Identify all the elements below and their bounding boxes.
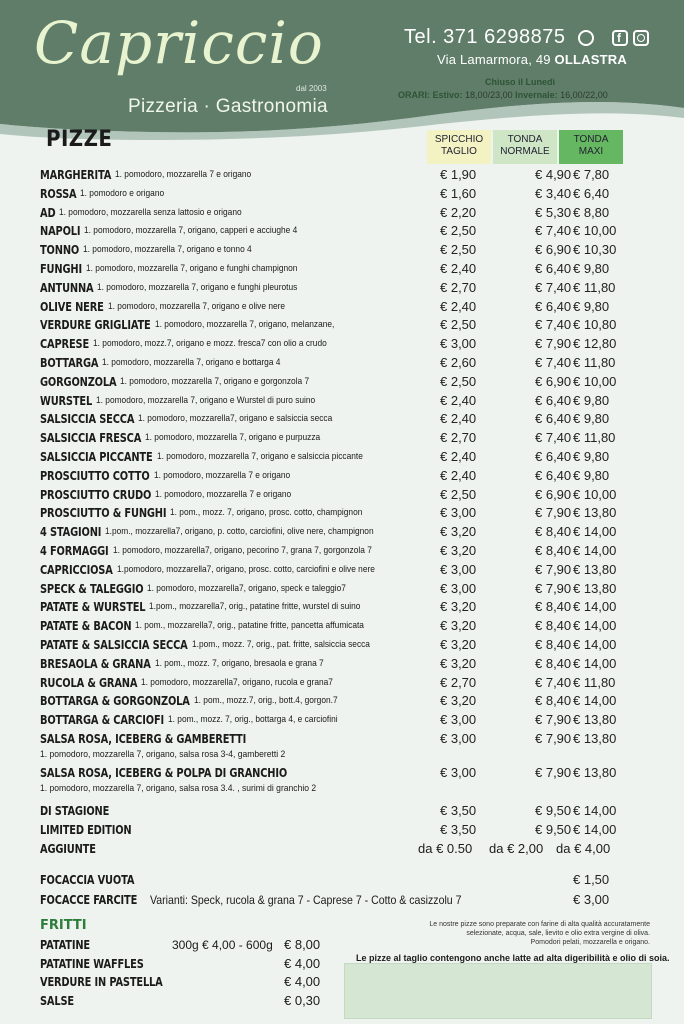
pizza-row: [40, 580, 640, 599]
pizza-name: 4 STAGIONI: [40, 525, 102, 540]
pizza-row: [40, 730, 640, 764]
pizza-description: 1. pom., mozz. 7, orig., bottarga 4, e carciofini: [167, 714, 338, 726]
pizza-description: 1. pomodoro e origano: [80, 187, 165, 199]
price-normale: € 8,40: [535, 618, 572, 634]
pizza-name: TONNO: [40, 243, 80, 258]
price-spicchio: € 2,40: [440, 411, 477, 427]
fritti-name: SALSE: [40, 993, 74, 1008]
price-spicchio: € 3,20: [440, 655, 477, 671]
pizza-name: ANTUNNA: [40, 280, 94, 295]
aggiunte-price: da € 0.50: [418, 840, 473, 856]
pizza-name: PROSCIUTTO COTTO: [40, 468, 150, 483]
pizza-row: [40, 542, 640, 561]
pizza-description: 1. pomodoro, mozzarella 7, origano, melanzane,: [154, 319, 334, 331]
pizza-row: [40, 166, 640, 185]
fritti-sizes: 300g € 4,00 - 600g: [172, 938, 273, 952]
price-maxi: € 9,80: [573, 411, 610, 427]
winter-label: Invernale:: [515, 90, 558, 100]
price-maxi: € 11,80: [573, 279, 616, 295]
header: [0, 0, 684, 140]
price-maxi: € 14,00: [573, 693, 617, 709]
column-tonda-normale: TONDA NORMALE: [493, 130, 557, 164]
pizza-row: [40, 316, 640, 335]
pizza-name: BOTTARGA & GORGONZOLA: [40, 694, 190, 709]
focaccia-name: FOCACCIA VUOTA: [40, 873, 135, 887]
pizza-row: [40, 523, 640, 542]
pizza-name: RUCOLA & GRANA: [40, 675, 138, 690]
pizza-row: [40, 448, 640, 467]
fritti-row: [40, 936, 340, 954]
pizza-name: VERDURE GRIGLIATE: [40, 318, 151, 333]
price-maxi: € 14,00: [573, 802, 617, 818]
price-normale: € 7,90: [535, 764, 572, 780]
address: [437, 52, 627, 67]
fritti-title: FRITTI: [40, 918, 87, 933]
aggiunte-price: da € 4,00: [556, 840, 611, 856]
fritti-name: PATATINE: [40, 938, 90, 952]
price-maxi: € 9,80: [573, 298, 610, 314]
price-maxi: € 9,80: [573, 392, 610, 408]
pizza-description: 1. pomodoro, mozzarella 7, origano, salsa rosa 3-4, gamberetti 2: [40, 748, 286, 760]
pizza-name: SPECK & TALEGGIO: [40, 581, 144, 596]
price-maxi: € 14,00: [573, 821, 617, 837]
pizza-name: OLIVE NERE: [40, 299, 104, 314]
fritti-row: [40, 992, 340, 1010]
price-spicchio: € 3,20: [440, 599, 477, 615]
price-spicchio: € 3,00: [440, 764, 477, 780]
pizza-description: 1. pomodoro, mozzarella7, origano e salsiccia secca: [138, 413, 333, 425]
address-street: Via Lamarmora, 49: [437, 52, 551, 67]
pizze-title: PIZZE: [46, 127, 113, 152]
price-maxi: € 8,80: [573, 204, 610, 220]
price-normale: € 7,90: [535, 580, 572, 596]
pizza-name: GORGONZOLA: [40, 374, 117, 389]
pizza-row: [40, 467, 640, 486]
pizza-description: 1. pomodoro, mozzarella7, origano, pecorino 7, grana 7, gorgonzola 7: [112, 544, 372, 556]
price-spicchio: € 2,70: [440, 430, 477, 446]
price-spicchio: € 3,20: [440, 524, 477, 540]
price-spicchio: € 2,50: [440, 242, 477, 258]
price-maxi: € 14,00: [573, 524, 617, 540]
price-spicchio: € 2,50: [440, 223, 477, 239]
allergen-title: Le pizze al taglio contengono anche latte ad alta digeribilità e olio di soia.: [356, 953, 670, 963]
pizza-name: AD: [40, 205, 56, 220]
price-normale: € 4,90: [535, 167, 572, 182]
pizza-description: 1. pom., mozz.7, orig., bott.4, gorgon.7: [193, 695, 338, 707]
pizza-description: 1. pomodoro, mozz.7, origano e mozz. fresca7 con olio a crudo: [93, 338, 327, 350]
fritti-name: PATATINE WAFFLES: [40, 956, 144, 971]
pizza-row: [40, 335, 640, 354]
price-spicchio: € 3,50: [440, 802, 477, 818]
address-city: OLLASTRA: [554, 52, 627, 67]
price-maxi: € 13,80: [573, 505, 617, 521]
pizza-description: 1. pomodoro, mozzarella senza lattosio e origano: [59, 206, 243, 218]
price-maxi: € 13,80: [573, 764, 617, 780]
pizza-row: [40, 764, 640, 798]
price-maxi: € 11,80: [573, 430, 616, 446]
price-spicchio: € 3,00: [440, 505, 477, 521]
pizza-description: 1. pomodoro, mozzarella7, origano, rucola e grana7: [141, 676, 334, 688]
pizza-row: [40, 655, 640, 674]
note-line: Le nostre pizze sono preparate con farine di alta qualità accuratamente: [429, 921, 650, 928]
pizza-description: 1. pomodoro, mozzarella 7, origano, salsa rosa 3.4. , surimi di granchio 2: [40, 782, 317, 794]
pizza-row: [40, 692, 640, 711]
pizza-description: 1. pom., mozz. 7, origano, bresaola e grana 7: [154, 657, 324, 669]
price-normale: € 8,40: [535, 636, 572, 652]
price-maxi: € 13,80: [573, 712, 617, 728]
subtitle: Pizzeria · Gastronomia: [128, 96, 328, 117]
pizza-description: 1. pomodoro, mozzarella 7, origano e funghi champignon: [85, 262, 298, 274]
special-row: [40, 802, 640, 821]
price-maxi: € 13,80: [573, 561, 617, 577]
price-normale: € 6,40: [535, 448, 572, 464]
phone-number[interactable]: Tel. 371 6298875: [404, 26, 566, 48]
pizza-name: MARGHERITA: [40, 168, 112, 182]
price-maxi: € 13,80: [573, 730, 617, 746]
pizza-name: PATATE & BACON: [40, 619, 132, 634]
focaccia-row: [40, 871, 640, 891]
price-normale: € 8,40: [535, 693, 572, 709]
special-name: LIMITED EDITION: [40, 822, 132, 837]
price-spicchio: € 2,20: [440, 204, 477, 220]
pizza-description: 1. pomodoro, mozzarella 7 e origano: [153, 469, 290, 481]
price-normale: € 7,40: [535, 279, 572, 295]
pizza-name: PROSCIUTTO & FUNGHI: [40, 506, 167, 521]
price-maxi: € 14,00: [573, 542, 617, 558]
price-spicchio: € 1,90: [440, 167, 477, 182]
pizza-name: 4 FORMAGGI: [40, 543, 109, 558]
pizza-name: PATATE & WURSTEL: [40, 600, 146, 615]
fritti-price: € 4,00: [284, 974, 321, 989]
pizza-row: [40, 354, 640, 373]
pizza-description: 1. pomodoro, mozzarella 7, origano e purpuzza: [145, 432, 321, 444]
pizza-description: 1. pomodoro, mozzarella 7, origano e tonno 4: [83, 244, 252, 256]
pizza-description: 1.pom., mozzarella7, orig., patatine fritte, wurstel di suino: [149, 601, 361, 613]
price-spicchio: € 3,20: [440, 636, 477, 652]
closed-day: Chiuso il Lunedì: [485, 77, 555, 87]
price-maxi: € 13,80: [573, 580, 617, 596]
instagram-icon[interactable]: [633, 30, 649, 46]
allergen-table: [344, 963, 652, 1019]
aggiunte-row: [40, 840, 640, 859]
price-normale: € 7,40: [535, 430, 572, 446]
price-normale: € 7,90: [535, 561, 572, 577]
focaccia-description: Varianti: Speck, rucola & grana 7 - Caprese 7 - Cotto & casizzolu 7: [150, 893, 462, 907]
fritti-price: € 4,00: [284, 955, 321, 971]
price-normale: € 5,30: [535, 204, 572, 220]
summer-hours: 18,00/23,00: [465, 90, 513, 100]
price-normale: € 6,40: [535, 392, 572, 408]
pizza-row: [40, 279, 640, 298]
price-spicchio: € 3,50: [440, 821, 477, 837]
pizza-row: [40, 429, 640, 448]
price-normale: € 9,50: [535, 802, 572, 818]
whatsapp-icon[interactable]: [578, 30, 594, 46]
focaccia-price: € 3,00: [573, 892, 610, 907]
price-spicchio: € 2,40: [440, 467, 477, 483]
pizza-row: [40, 410, 640, 429]
aggiunte-name: AGGIUNTE: [40, 841, 96, 856]
price-maxi: € 6,40: [573, 185, 610, 201]
price-normale: € 7,90: [535, 336, 572, 352]
facebook-icon[interactable]: f: [612, 30, 628, 46]
note-line: Pomodori pelati, mozzarella e origano.: [530, 939, 650, 946]
price-normale: € 6,90: [535, 373, 572, 389]
price-normale: € 7,40: [535, 674, 572, 690]
pizza-description: 1.pom., mozz. 7, orig., pat. fritte, salsiccia secca: [191, 638, 370, 650]
note-line: selezionate, acqua, sale, lievito e olio extra vergine di oliva.: [466, 930, 650, 937]
price-spicchio: € 3,00: [440, 561, 477, 577]
price-spicchio: € 2,40: [440, 392, 477, 408]
pizza-row: [40, 204, 640, 223]
fritti-price: € 8,00: [284, 937, 321, 952]
notes: [378, 920, 650, 947]
price-maxi: € 14,00: [573, 636, 617, 652]
price-maxi: € 9,80: [573, 260, 610, 276]
price-spicchio: € 3,00: [440, 336, 477, 352]
pizza-name: PROSCIUTTO CRUDO: [40, 487, 152, 502]
focacce-list: [40, 871, 640, 911]
column-tonda-maxi: TONDA MAXI: [559, 130, 623, 164]
price-maxi: € 14,00: [573, 618, 617, 634]
since-label: dal 2003: [296, 84, 327, 93]
price-normale: € 9,50: [535, 821, 572, 837]
price-normale: € 7,40: [535, 223, 572, 239]
pizza-description: 1. pomodoro, mozzarella 7 e origano: [115, 169, 252, 180]
price-spicchio: € 2,40: [440, 260, 477, 276]
column-spicchio-taglio: SPICCHIO TAGLIO: [427, 130, 491, 164]
pizza-description: 1. pom., mozzarella7, orig., patatine fritte, pancetta affumicata: [135, 620, 365, 632]
price-spicchio: € 3,00: [440, 730, 477, 746]
price-normale: € 7,40: [535, 354, 572, 370]
price-normale: € 6,40: [535, 260, 572, 276]
pizza-name: SALSA ROSA, ICEBERG & POLPA DI GRANCHIO: [40, 765, 288, 780]
opening-hours: [398, 90, 608, 100]
pizza-name: ROSSA: [40, 186, 77, 201]
price-maxi: € 7,80: [573, 167, 610, 182]
price-normale: € 8,40: [535, 524, 572, 540]
pizza-description: 1. pomodoro, mozzarella 7, origano e funghi pleurotus: [97, 281, 298, 293]
pizza-row: [40, 373, 640, 392]
price-maxi: € 10,30: [573, 242, 617, 258]
price-maxi: € 11,80: [573, 674, 616, 690]
pizza-row: [40, 260, 640, 279]
aggiunte-price: da € 2,00: [489, 840, 544, 856]
focaccia-row: [40, 891, 640, 911]
price-spicchio: € 2,50: [440, 373, 477, 389]
fritti-row: [40, 973, 340, 991]
pizza-row: [40, 598, 640, 617]
price-maxi: € 11,80: [573, 354, 616, 370]
price-maxi: € 10,80: [573, 317, 617, 333]
pizza-row: [40, 392, 640, 411]
pizza-row: [40, 222, 640, 241]
pizza-row: [40, 561, 640, 580]
pizza-row: [40, 486, 640, 505]
focaccia-price: € 1,50: [573, 872, 610, 887]
price-spicchio: € 2,50: [440, 317, 477, 333]
pizza-description: 1. pomodoro, mozzarella 7, origano e salsiccia piccante: [156, 450, 363, 462]
price-spicchio: € 3,20: [440, 693, 477, 709]
price-maxi: € 9,80: [573, 448, 610, 464]
price-normale: € 7,90: [535, 712, 572, 728]
price-normale: € 3,40: [535, 185, 572, 201]
pizza-name: PATATE & SALSICCIA SECCA: [40, 637, 188, 652]
price-normale: € 6,40: [535, 467, 572, 483]
pizza-list: [40, 166, 640, 859]
pizza-name: SALSA ROSA, ICEBERG & GAMBERETTI: [40, 731, 247, 746]
price-normale: € 7,40: [535, 317, 572, 333]
pizza-description: 1.pomodoro, mozzarella7, origano, prosc. cotto, carciofini e olive nere: [116, 563, 375, 575]
price-normale: € 6,40: [535, 411, 572, 427]
pizza-name: SALSICCIA PICCANTE: [40, 449, 153, 464]
price-spicchio: € 2,60: [440, 354, 477, 370]
hours-label: ORARI:: [398, 90, 430, 100]
price-maxi: € 10,00: [573, 486, 617, 502]
fritti-row: [40, 955, 340, 973]
pizza-row: [40, 636, 640, 655]
price-maxi: € 14,00: [573, 655, 617, 671]
price-normale: € 8,40: [535, 542, 572, 558]
price-normale: € 6,40: [535, 298, 572, 314]
price-spicchio: € 2,40: [440, 448, 477, 464]
pizza-description: 1. pomodoro, mozzarella 7, origano e Wurstel di puro suino: [96, 394, 316, 406]
pizza-row: [40, 674, 640, 693]
pizza-name: BOTTARGA & CARCIOFI: [40, 713, 164, 728]
pizza-row: [40, 241, 640, 260]
winter-hours: 16,00/22,00: [560, 90, 608, 100]
price-spicchio: € 3,00: [440, 580, 477, 596]
price-spicchio: € 3,20: [440, 618, 477, 634]
price-maxi: € 10,00: [573, 223, 617, 239]
price-normale: € 8,40: [535, 599, 572, 615]
summer-label: Estivo:: [432, 90, 463, 100]
price-normale: € 8,40: [535, 655, 572, 671]
pizza-description: 1.pom., mozzarella7, origano, p. cotto, carciofini, olive nere, champignon: [105, 526, 374, 538]
price-normale: € 7,90: [535, 730, 572, 746]
price-maxi: € 12,80: [573, 336, 617, 352]
pizza-row: [40, 298, 640, 317]
pizza-name: CAPRICCIOSA: [40, 562, 113, 577]
logo: Capriccio: [34, 9, 324, 77]
pizza-row: [40, 617, 640, 636]
price-spicchio: € 2,70: [440, 674, 477, 690]
pizza-row: [40, 185, 640, 204]
pizza-description: 1. pomodoro, mozzarella 7 e origano: [155, 488, 292, 500]
price-maxi: € 14,00: [573, 599, 617, 615]
pizza-description: 1. pomodoro, mozzarella 7, origano, capperi e acciughe 4: [84, 225, 298, 237]
pizza-name: BOTTARGA: [40, 355, 99, 370]
price-spicchio: € 3,00: [440, 712, 477, 728]
price-spicchio: € 1,60: [440, 185, 477, 201]
pizza-row: [40, 711, 640, 730]
pizza-description: 1. pomodoro, mozzarella 7, origano e olive nere: [107, 300, 285, 312]
pizza-description: 1. pomodoro, mozzarella7, origano, speck e taleggio7: [147, 582, 347, 594]
pizza-name: WURSTEL: [40, 393, 93, 408]
fritti-name: VERDURE IN PASTELLA: [40, 975, 163, 989]
focaccia-name: FOCACCE FARCITE: [40, 893, 138, 907]
price-spicchio: € 2,40: [440, 298, 477, 314]
price-spicchio: € 2,70: [440, 279, 477, 295]
price-maxi: € 10,00: [573, 373, 617, 389]
pizza-name: SALSICCIA SECCA: [40, 412, 135, 427]
pizza-description: 1. pomodoro, mozzarella 7, origano e gorgonzola 7: [120, 375, 310, 387]
price-normale: € 6,90: [535, 486, 572, 502]
fritti-price: € 0,30: [284, 992, 321, 1008]
pizza-description: 1. pomodoro, mozzarella 7, origano e bottarga 4: [102, 356, 281, 368]
price-spicchio: € 2,50: [440, 486, 477, 502]
price-normale: € 7,90: [535, 505, 572, 521]
pizza-description: 1. pom., mozz. 7, origano, prosc. cotto, champignon: [170, 507, 363, 519]
pizza-name: CAPRESE: [40, 337, 90, 352]
special-row: [40, 821, 640, 840]
pizza-name: FUNGHI: [40, 261, 82, 276]
price-maxi: € 9,80: [573, 467, 610, 483]
pizza-name: NAPOLI: [40, 224, 81, 239]
pizza-name: SALSICCIA FRESCA: [40, 431, 142, 446]
price-normale: € 6,90: [535, 242, 572, 258]
price-spicchio: € 3,20: [440, 542, 477, 558]
pizza-name: BRESAOLA & GRANA: [40, 656, 151, 671]
pizza-row: [40, 504, 640, 523]
special-name: DI STAGIONE: [40, 803, 110, 818]
